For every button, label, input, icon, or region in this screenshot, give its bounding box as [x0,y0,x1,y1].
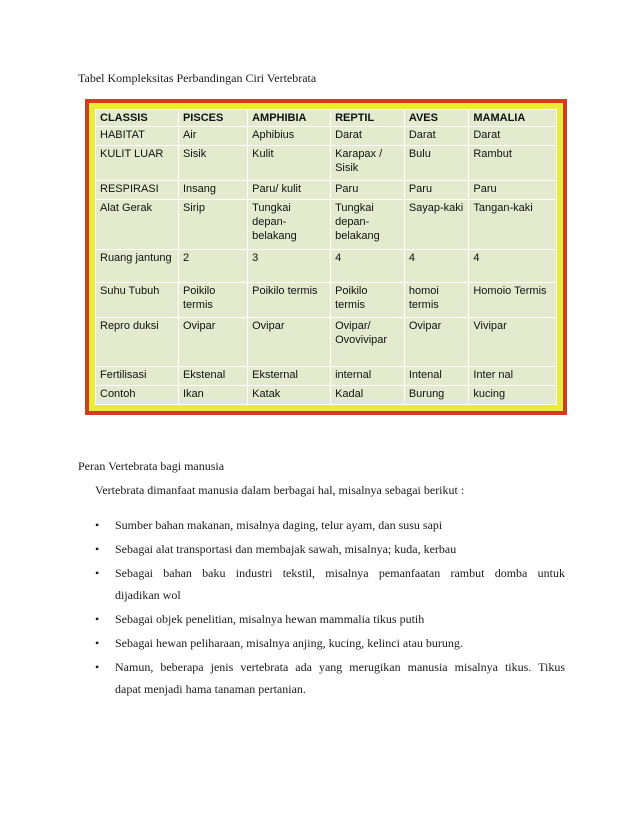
row-label-cell: Ruang jantung [96,249,179,282]
table-cell: Ekstenal [178,366,247,385]
row-label-cell: Repro duksi [96,317,179,366]
row-label-cell: Fertilisasi [96,366,179,385]
list-item-text: Sebagai bahan baku industri tekstil, misalnya pemanfaatan rambut domba untuk [115,566,565,580]
table-cell: 4 [469,249,557,282]
list-item [95,610,565,628]
row-label-cell: KULIT LUAR [96,145,179,180]
list-item [95,516,565,534]
bullet-icon: • [95,518,100,532]
header-cell: REPTIL [331,110,405,127]
table-cell: Poikilo termis [248,283,331,318]
list-item [95,634,565,652]
bullet-icon: • [95,566,100,580]
list-item-text: Sebagai alat transportasi dan membajak sawah, misalnya; kuda, kerbau [115,542,457,556]
table-cell: kucing [469,385,557,404]
table-row [96,127,557,146]
list-item [95,658,565,698]
row-label-cell: Suhu Tubuh [96,283,179,318]
table-cell: Kulit [248,145,331,180]
list-item [95,540,565,558]
header-cell: AVES [404,110,469,127]
table-cell: Air [178,127,247,146]
table-cell: Ovipar [248,317,331,366]
table-cell: Rambut [469,145,557,180]
table-cell: Sirip [178,199,247,249]
list-item-text: Sebagai objek penelitian, misalnya hewan mammalia tikus putih [115,612,425,626]
table-cell: 3 [248,249,331,282]
list-item-text-continued: dijadikan wol [115,588,181,602]
table-cell: Ovipar [178,317,247,366]
bullet-icon: • [95,542,100,556]
table-cell: Ovipar [404,317,469,366]
row-label-cell: HABITAT [96,127,179,146]
table-cell: Paru/ kulit [248,180,331,199]
table-cell: Kadal [331,385,405,404]
table-cell: Karapax / Sisik [331,145,405,180]
table-cell: Intenal [404,366,469,385]
table-cell: Paru [404,180,469,199]
table-cell: Eksternal [248,366,331,385]
table-cell: Sisik [178,145,247,180]
uses-list [95,516,565,704]
table-cell: Tungkai depan-belakang [331,199,405,249]
table-row [96,385,557,404]
list-item [95,564,565,604]
table-cell: Ovipar/ Ovovivipar [331,317,405,366]
table-cell: Ikan [178,385,247,404]
list-item-text-continued: dapat menjadi hama tanaman pertanian. [115,682,306,696]
table-cell: Tangan-kaki [469,199,557,249]
header-cell: PISCES [178,110,247,127]
bullet-icon: • [95,612,100,626]
table-cell: Vivipar [469,317,557,366]
table-cell: 4 [404,249,469,282]
table-row [96,283,557,318]
table-cell: Insang [178,180,247,199]
table-cell: Katak [248,385,331,404]
table-cell: Burung [404,385,469,404]
header-cell: CLASSIS [96,110,179,127]
table-row [96,180,557,199]
table-cell: 4 [331,249,405,282]
table-row [96,145,557,180]
section-title: Peran Vertebrata bagi manusia [78,459,225,473]
bullet-icon: • [95,636,100,650]
table-cell: Poikilo termis [178,283,247,318]
table-caption: Tabel Kompleksitas Perbandingan Ciri Vertebrata [78,71,317,85]
table-cell: 2 [178,249,247,282]
table-cell: Homoio Termis [469,283,557,318]
table-cell: Tungkai depan-belakang [248,199,331,249]
table-header-row [96,110,557,127]
table-inner-border [89,103,563,411]
table-cell: Bulu [404,145,469,180]
header-cell: AMPHIBIA [248,110,331,127]
row-label-cell: RESPIRASI [96,180,179,199]
table-cell: Poikilo termis [331,283,405,318]
intro-paragraph: Vertebrata dimanfaat manusia dalam berbagai hal, misalnya sebagai berikut : [95,483,465,497]
bullet-icon: • [95,660,100,674]
table-row [96,249,557,282]
table-row [96,366,557,385]
table-row [96,317,557,366]
header-cell: MAMALIA [469,110,557,127]
table-cell: Paru [331,180,405,199]
table-cell: Inter nal [469,366,557,385]
table-cell: homoi termis [404,283,469,318]
table-cell: Darat [404,127,469,146]
row-label-cell: Contoh [96,385,179,404]
table-cell: Darat [331,127,405,146]
table-cell: Paru [469,180,557,199]
table-cell: Darat [469,127,557,146]
table-cell: Aphibius [248,127,331,146]
vertebrate-table-frame [85,99,567,415]
table-cell: Sayap-kaki [404,199,469,249]
list-item-text: Sebagai hewan peliharaan, misalnya anjing, kucing, kelinci atau burung. [115,636,463,650]
row-label-cell: Alat Gerak [96,199,179,249]
vertebrate-comparison-table [95,109,557,405]
list-item-text: Namun, beberapa jenis vertebrata ada yang merugikan manusia misalnya tikus. Tikus [115,660,565,674]
table-row [96,199,557,249]
list-item-text: Sumber bahan makanan, misalnya daging, telur ayam, dan susu sapi [115,518,443,532]
table-cell: internal [331,366,405,385]
